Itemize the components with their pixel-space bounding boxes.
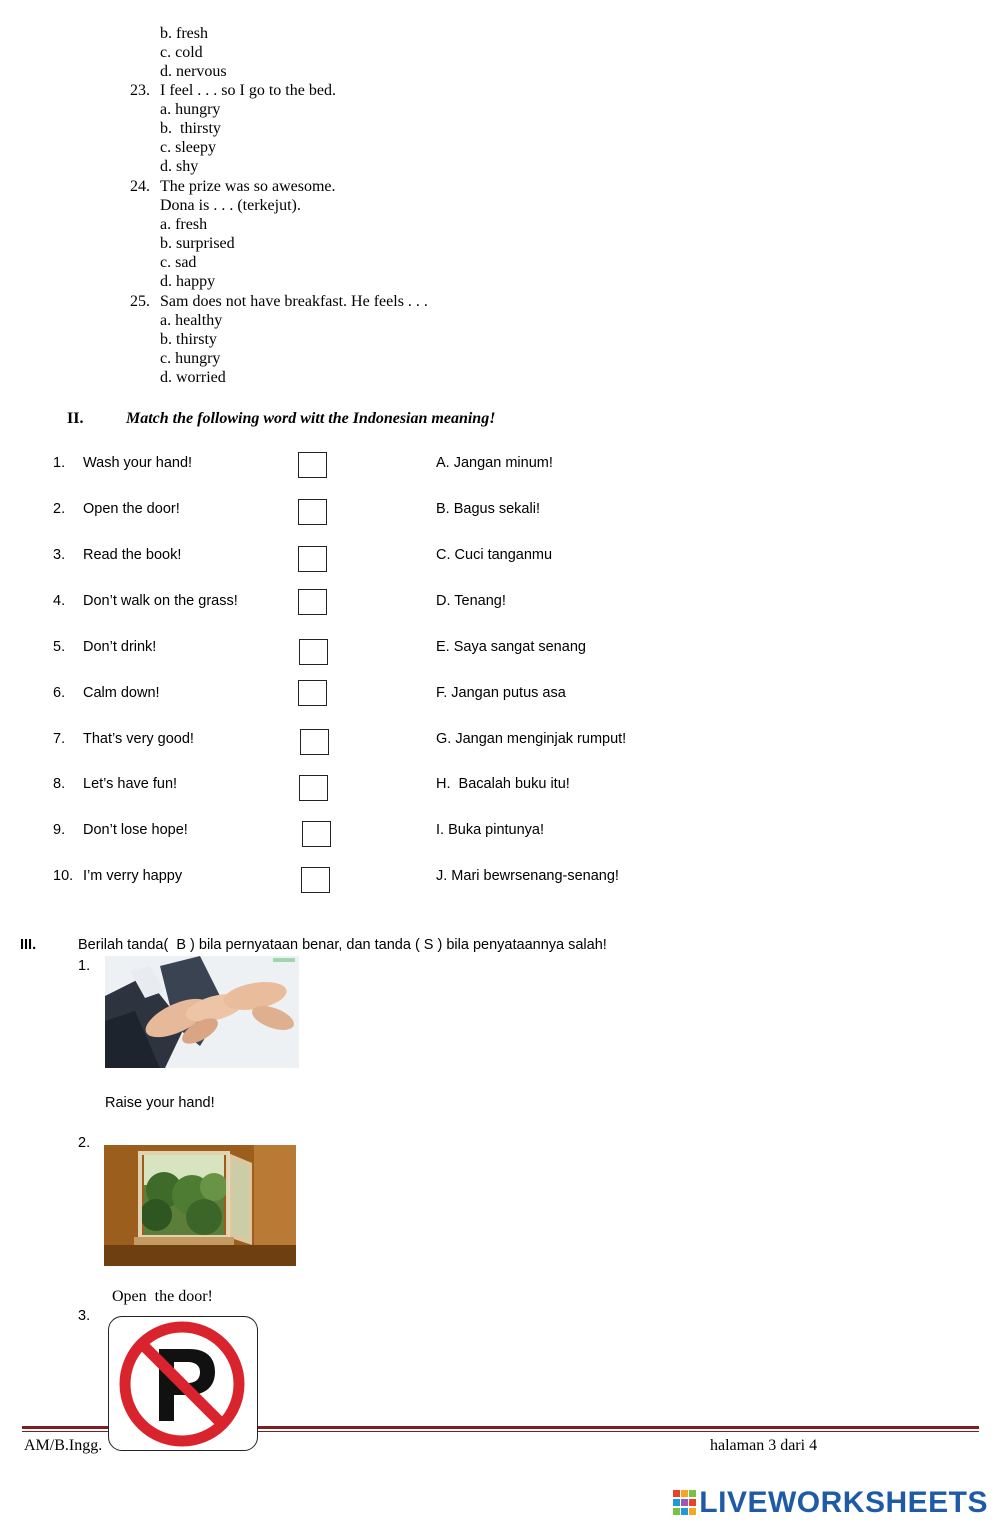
item-number: 1.	[78, 958, 91, 974]
item-number: 3.	[53, 547, 66, 563]
option-text: a. fresh	[160, 216, 208, 233]
item-meaning: F. Jangan putus asa	[436, 685, 566, 701]
item-phrase: Don’t lose hope!	[83, 822, 188, 838]
item-number: 1.	[53, 455, 66, 471]
item-number: 6.	[53, 685, 66, 701]
item-number: 10.	[53, 868, 74, 884]
item-phrase: Calm down!	[83, 685, 160, 701]
question-stem: The prize was so awesome.	[160, 178, 336, 195]
no-parking-icon	[109, 1317, 256, 1449]
item-phrase: Don’t walk on the grass!	[83, 593, 238, 609]
item-number: 8.	[53, 776, 66, 792]
item-meaning: G. Jangan menginjak rumput!	[436, 731, 627, 747]
question-number: 25.	[130, 293, 150, 310]
answer-box[interactable]	[299, 775, 328, 801]
statement-text: Raise your hand!	[105, 1095, 215, 1111]
answer-box[interactable]	[298, 452, 327, 478]
item-phrase: Read the book!	[83, 547, 182, 563]
question-number: 24.	[130, 178, 150, 195]
answer-box[interactable]	[299, 639, 328, 665]
item-number: 2.	[53, 501, 66, 517]
question-stem: I feel . . . so I go to the bed.	[160, 82, 336, 99]
option-text: c. cold	[160, 44, 203, 61]
option-text: b. thirsty	[160, 120, 221, 137]
liveworksheets-icon	[673, 1490, 697, 1516]
item-number: 7.	[53, 731, 66, 747]
item-number: 5.	[53, 639, 66, 655]
item-phrase: Let’s have fun!	[83, 776, 178, 792]
no-parking-sign	[108, 1316, 258, 1451]
item-phrase: Don’t drink!	[83, 639, 157, 655]
item-meaning: C. Cuci tanganmu	[436, 547, 553, 563]
option-text: d. worried	[160, 369, 226, 386]
question-number: 23.	[130, 82, 150, 99]
footer-left-text: AM/B.Ingg.	[24, 1437, 103, 1454]
liveworksheets-logo	[673, 1486, 988, 1520]
option-text: b. surprised	[160, 235, 235, 252]
item-phrase: Open the door!	[83, 501, 180, 517]
answer-box[interactable]	[298, 499, 327, 525]
option-text: c. sad	[160, 254, 197, 271]
clapping-hands-photo	[105, 956, 299, 1068]
option-text: d. nervous	[160, 63, 227, 80]
answer-box[interactable]	[298, 680, 327, 706]
item-phrase: I’m verry happy	[83, 868, 183, 884]
statement-text: Open the door!	[112, 1288, 213, 1305]
item-phrase: That’s very good!	[83, 731, 194, 747]
item-meaning: A. Jangan minum!	[436, 455, 553, 471]
item-number: 3.	[78, 1308, 91, 1324]
footer-page-number: halaman 3 dari 4	[710, 1437, 818, 1454]
item-meaning: B. Bagus sekali!	[436, 501, 540, 517]
answer-box[interactable]	[300, 729, 329, 755]
item-number: 4.	[53, 593, 66, 609]
question-stem: Dona is . . . (terkejut).	[160, 197, 301, 214]
item-meaning: E. Saya sangat senang	[436, 639, 586, 655]
open-window-photo	[104, 1145, 296, 1266]
option-text: a. hungry	[160, 101, 221, 118]
option-text: d. happy	[160, 273, 216, 290]
item-phrase: Wash your hand!	[83, 455, 193, 471]
option-text: d. shy	[160, 158, 199, 175]
item-meaning: H. Bacalah buku itu!	[436, 776, 570, 792]
open-window-illustration	[104, 1145, 296, 1266]
section-instruction: Match the following word witt the Indonesian meaning!	[126, 410, 496, 427]
item-number: 9.	[53, 822, 66, 838]
section-instruction: Berilah tanda( B ) bila pernyataan benar, dan tanda ( S ) bila penyataannya salah!	[78, 937, 607, 953]
option-text: b. fresh	[160, 25, 208, 42]
item-meaning: J. Mari bewrsenang-senang!	[436, 868, 619, 884]
answer-box[interactable]	[298, 589, 327, 615]
section-numeral: II.	[67, 410, 84, 427]
item-number: 2.	[78, 1135, 91, 1151]
item-meaning: I. Buka pintunya!	[436, 822, 545, 838]
option-text: a. healthy	[160, 312, 223, 329]
clapping-hands-illustration	[105, 956, 299, 1068]
item-meaning: D. Tenang!	[436, 593, 506, 609]
question-stem: Sam does not have breakfast. He feels . . .	[160, 293, 428, 310]
option-text: c. sleepy	[160, 139, 216, 156]
option-text: c. hungry	[160, 350, 221, 367]
answer-box[interactable]	[301, 867, 330, 893]
option-text: b. thirsty	[160, 331, 217, 348]
answer-box[interactable]	[302, 821, 331, 847]
liveworksheets-wordmark: LIVEWORKSHEETS	[699, 1486, 988, 1519]
section-numeral: III.	[20, 937, 37, 953]
answer-box[interactable]	[298, 546, 327, 572]
